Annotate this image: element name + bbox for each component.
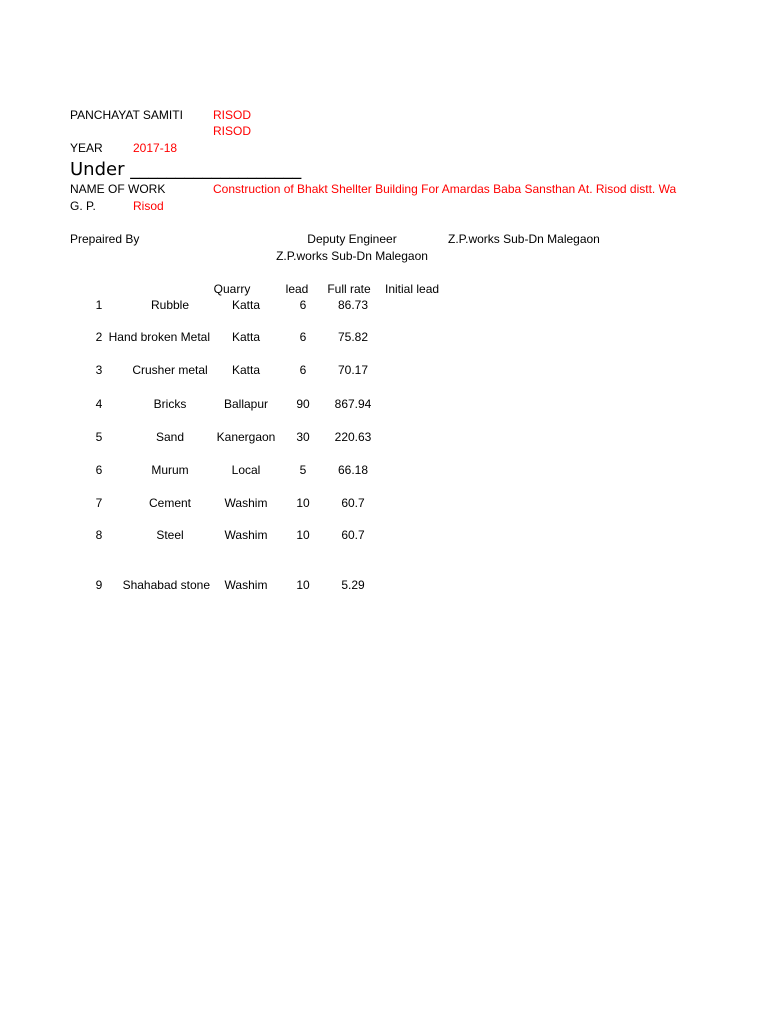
deputy-office: Z.P.works Sub-Dn Malegaon <box>276 249 428 263</box>
row-rate: 60.7 <box>341 496 365 510</box>
row-lead: 10 <box>296 528 310 542</box>
work-value: Construction of Bhakt Shellter Building For Amardas Baba Sansthan At. Risod distt. Wa <box>213 182 677 196</box>
panchayat-value: RISOD <box>213 108 252 122</box>
row-no: 1 <box>95 298 103 312</box>
row-item: Steel <box>156 528 184 542</box>
row-item-text: Hand broken Metal <box>108 330 210 344</box>
row-quarry: Ballapur <box>223 397 269 411</box>
office-right: Z.P.works Sub-Dn Malegaon <box>448 232 600 246</box>
row-no: 3 <box>95 363 103 377</box>
row-lead: 5 <box>299 463 307 477</box>
row-quarry: Washim <box>224 528 268 542</box>
row-item: Bricks <box>153 397 187 411</box>
row-rate: 70.17 <box>337 363 369 377</box>
row-rate: 86.73 <box>337 298 369 312</box>
row-item <box>122 578 210 592</box>
row-rate: 66.18 <box>337 463 369 477</box>
row-item: Rubble <box>150 298 190 312</box>
work-label: NAME OF WORK <box>70 182 166 196</box>
row-no: 2 <box>95 330 103 344</box>
row-lead: 30 <box>296 430 310 444</box>
row-quarry: Washim <box>224 578 268 592</box>
row-lead: 10 <box>296 578 310 592</box>
row-rate: 220.63 <box>334 430 372 444</box>
row-quarry: Katta <box>231 330 261 344</box>
row-item: Sand <box>155 430 185 444</box>
header-full-rate: Full rate <box>327 282 371 296</box>
deputy-title: Deputy Engineer <box>307 232 397 246</box>
row-rate: 60.7 <box>341 528 365 542</box>
prepared-by: Prepaired By <box>70 232 140 246</box>
year-value: 2017-18 <box>133 141 178 155</box>
row-lead: 90 <box>296 397 310 411</box>
row-no: 7 <box>95 496 103 510</box>
row-lead: 6 <box>299 298 307 312</box>
row-item <box>108 330 210 344</box>
gp-label: G. P. <box>70 199 96 213</box>
row-lead: 6 <box>299 330 307 344</box>
row-quarry: Local <box>231 463 261 477</box>
row-item: Crusher metal <box>132 363 208 377</box>
panchayat-label: PANCHAYAT SAMITI <box>70 108 183 122</box>
row-no: 8 <box>95 528 103 542</box>
row-quarry: Kanergaon <box>216 430 276 444</box>
panchayat-value-repeat: RISOD <box>213 124 252 138</box>
header-lead: lead <box>285 282 309 296</box>
row-rate: 867.94 <box>334 397 372 411</box>
header-initial-lead: Initial lead <box>385 282 440 296</box>
row-no: 9 <box>95 578 103 592</box>
row-no: 5 <box>95 430 103 444</box>
year-label: YEAR <box>70 141 103 155</box>
row-rate: 5.29 <box>341 578 365 592</box>
row-item: Cement <box>148 496 192 510</box>
row-rate: 75.82 <box>337 330 369 344</box>
gp-value: Risod <box>133 199 164 213</box>
row-lead: 6 <box>299 363 307 377</box>
row-no: 6 <box>95 463 103 477</box>
header-quarry: Quarry <box>213 282 251 296</box>
under-line: Under ___________________ <box>70 159 302 180</box>
row-quarry: Katta <box>231 363 261 377</box>
row-no: 4 <box>95 397 103 411</box>
row-lead: 10 <box>296 496 310 510</box>
row-item-text: Shahabad stone <box>122 578 210 592</box>
row-quarry: Washim <box>224 496 268 510</box>
row-item: Murum <box>151 463 189 477</box>
row-quarry: Katta <box>231 298 261 312</box>
